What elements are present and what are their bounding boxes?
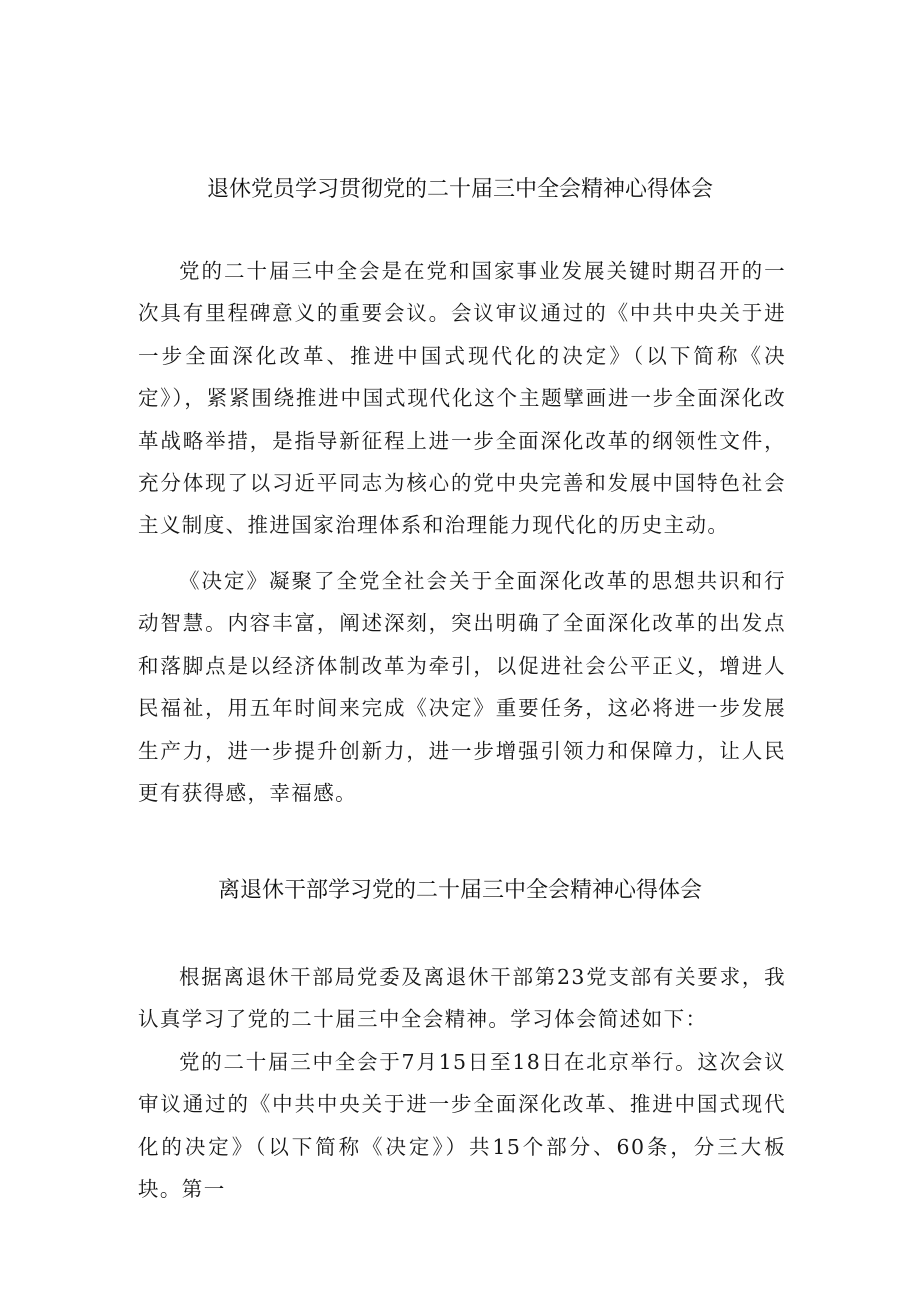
section-1-paragraph-1: 党的二十届三中全会是在党和国家事业发展关键时期召开的一次具有里程碑意义的重要会议。会议审议通过的《中共中央关于进一步全面深化改革、推进中国式现代化的决定》（以下简称《决定》），紧紧围绕推进中国式现代化这个主题擘画进一步全面深化改革战略举措，是指导新征程上进一步全面深化改革的纲领性文件，充分体现了以习近平同志为核心的党中央完善和发展中国特色社会主义制度、推进国家治理体系和治理能力现代化的历史主动。 — [138, 259, 786, 538]
section-1-title: 退休党员学习贯彻党的二十届三中全会精神心得体会 — [206, 177, 713, 202]
section-2-title: 离退休干部学习党的二十届三中全会精神心得体会 — [217, 878, 702, 903]
section-2-paragraph-2: 党的二十届三中全会于7月15日至18日在北京举行。这次会议审议通过的《中共中央关于进一步全面深化改革、推进中国式现代化的决定》（以下简称《决定》）共15个部分、60条，分三大板块。第一 — [138, 1050, 786, 1202]
section-2-paragraph-1: 根据离退休干部局党委及离退休干部第23党支部有关要求，我认真学习了党的二十届三中全会精神。学习体会简述如下： — [138, 965, 786, 1032]
section-1-paragraph-2: 《决定》凝聚了全党全社会关于全面深化改革的思想共识和行动智慧。内容丰富，阐述深刻，突出明确了全面深化改革的出发点和落脚点是以经济体制改革为牵引，以促进社会公平正义，增进人民福祉，用五年时间来完成《决定》重要任务，这必将进一步发展生产力，进一步提升创新力，进一步增强引领力和保障力，让人民更有获得感，幸福感。 — [138, 569, 786, 806]
